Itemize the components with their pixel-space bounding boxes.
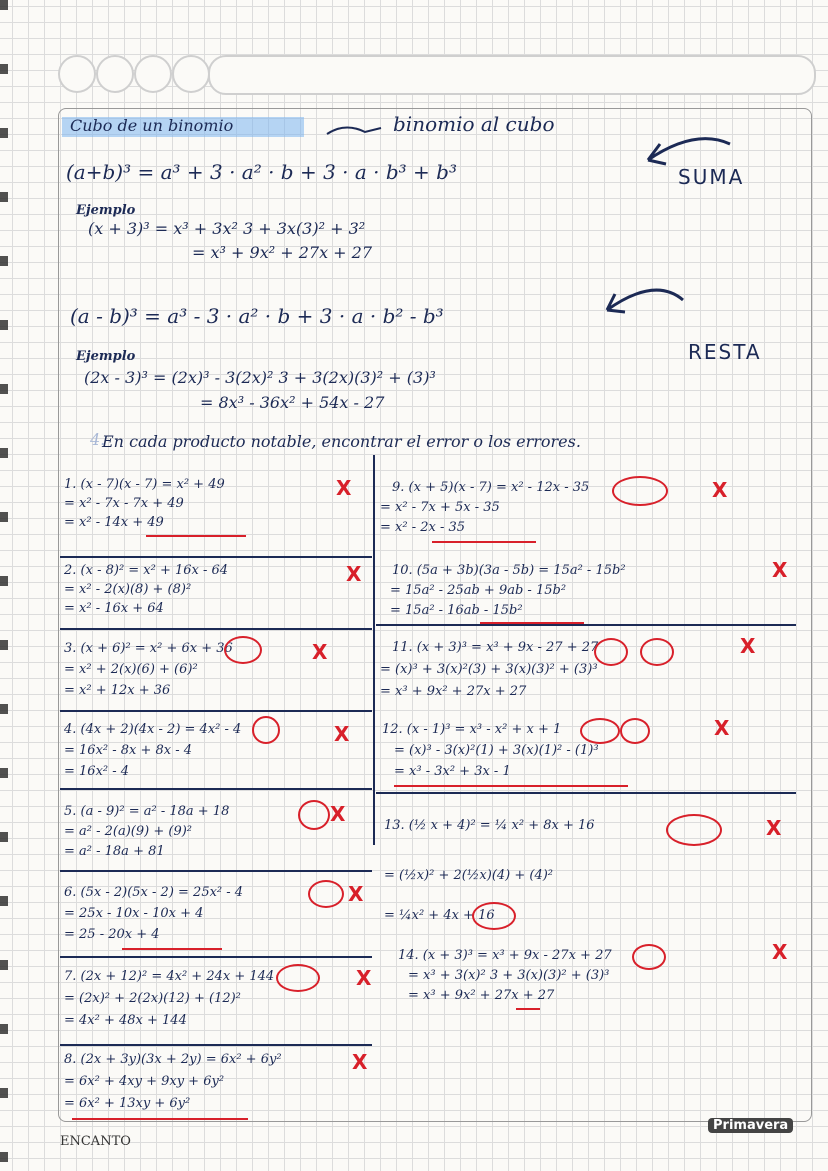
problem-14-line3: = x³ + 9x² + 27x + 27: [408, 988, 555, 1003]
error-circle: [252, 716, 280, 744]
error-circle: [472, 902, 516, 930]
error-circle: [298, 800, 330, 830]
problem-7-line3: = 4x² + 48x + 144: [64, 1013, 187, 1028]
problem-13-line2: = (½x)² + 2(½x)(4) + (4)²: [384, 868, 554, 883]
problem-10-line2: = 15a² - 25ab + 9ab - 15b²: [390, 583, 567, 598]
problem-12-line2: = (x)³ - 3(x)²(1) + 3(x)(1)² - (1)³: [394, 743, 599, 758]
error-mark: X: [348, 882, 364, 906]
separator: [60, 628, 372, 630]
brand-right: Primavera: [708, 1118, 793, 1133]
problem-8-line1: 8. (2x + 3y)(3x + 2y) = 6x² + 6y²: [64, 1052, 282, 1067]
brand-left: ENCANTO: [60, 1134, 131, 1149]
suma-example-line1: (x + 3)³ = x³ + 3x² 3 + 3x(3)² + 3²: [88, 219, 366, 238]
error-circle: [580, 718, 620, 744]
error-circle: [594, 638, 628, 666]
suma-example-label: Ejemplo: [76, 203, 136, 218]
problem-3-line1: 3. (x + 6)² = x² + 6x + 36: [64, 641, 233, 656]
error-mark: X: [714, 716, 730, 740]
separator: [60, 556, 372, 558]
problem-9-line2: = x² - 7x + 5x - 35: [380, 500, 500, 515]
problem-8-line2: = 6x² + 4xy + 9xy + 6y²: [64, 1074, 225, 1089]
problem-4-line3: = 16x² - 4: [64, 764, 130, 779]
answer-underline: [146, 535, 246, 537]
header-circle-3: [134, 55, 172, 93]
problem-2-line2: = x² - 2(x)(8) + (8)²: [64, 582, 192, 597]
problem-4-line2: = 16x² - 8x + 8x - 4: [64, 743, 193, 758]
suma-formula: (a+b)³ = a³ + 3 · a² · b + 3 · a · b³ + b³: [66, 160, 457, 184]
header-bar: [208, 55, 816, 95]
problem-9-line3: = x² - 2x - 35: [380, 520, 466, 535]
task-text: En cada producto notable, encontrar el error o los errores.: [102, 432, 581, 451]
binder-holes: [0, 0, 8, 1171]
error-mark: X: [352, 1050, 368, 1074]
task-number: 4.: [90, 430, 106, 449]
answer-underline: [432, 541, 536, 543]
error-mark: X: [772, 558, 788, 582]
header-circle-1: [58, 55, 96, 93]
error-mark: X: [312, 640, 328, 664]
error-mark: X: [346, 562, 362, 586]
problem-3-line3: = x² + 12x + 36: [64, 683, 171, 698]
error-mark: X: [712, 478, 728, 502]
error-circle: [666, 814, 722, 846]
problem-10-line1: 10. (5a + 3b)(3a - 5b) = 15a² - 15b²: [392, 563, 626, 578]
problem-6-line1: 6. (5x - 2)(5x - 2) = 25x² - 4: [64, 885, 244, 900]
resta-example-line1: (2x - 3)³ = (2x)³ - 3(2x)² 3 + 3(2x)(3)² + (3)³: [84, 368, 436, 387]
answer-underline: [480, 622, 584, 624]
separator: [376, 792, 796, 794]
problem-11-line2: = (x)³ + 3(x)²(3) + 3(x)(3)² + (3)³: [380, 662, 598, 677]
separator: [60, 870, 372, 872]
problem-10-line3: = 15a² - 16ab - 15b²: [390, 603, 523, 618]
problem-3-line2: = x² + 2(x)(6) + (6)²: [64, 662, 198, 677]
problem-11-line3: = x³ + 9x² + 27x + 27: [380, 684, 527, 699]
suma-label: SUMA: [678, 165, 745, 189]
answer-underline: [516, 1008, 540, 1010]
separator: [376, 624, 796, 626]
error-circle: [632, 944, 666, 970]
error-mark: X: [330, 802, 346, 826]
error-mark: X: [356, 966, 372, 990]
problem-12-line3: = x³ - 3x² + 3x - 1: [394, 764, 511, 779]
problem-5-line1: 5. (a - 9)² = a² - 18a + 18: [64, 804, 230, 819]
resta-example-label: Ejemplo: [76, 349, 136, 364]
separator: [60, 956, 372, 958]
problem-1-line1: 1. (x - 7)(x - 7) = x² + 49: [64, 477, 225, 492]
problem-8-line3: = 6x² + 13xy + 6y²: [64, 1096, 191, 1111]
resta-label: RESTA: [688, 340, 762, 364]
problem-12-line1: 12. (x - 1)³ = x³ - x² + x + 1: [382, 722, 562, 737]
separator: [60, 710, 372, 712]
error-circle: [224, 636, 262, 664]
problem-2-line3: = x² - 16x + 64: [64, 601, 164, 616]
blue-arrow-icon-2: [595, 280, 690, 325]
error-mark: X: [336, 476, 352, 500]
problem-7-line1: 7. (2x + 12)² = 4x² + 24x + 144: [64, 969, 275, 984]
error-mark: X: [766, 816, 782, 840]
problem-5-line3: = a² - 18a + 81: [64, 844, 165, 859]
column-divider: [373, 455, 375, 845]
problem-9-line1: 9. (x + 5)(x - 7) = x² - 12x - 35: [392, 480, 590, 495]
header-circle-4: [172, 55, 210, 93]
problem-13-line3: = ¼x² + 4x + 16: [384, 908, 495, 923]
error-mark: X: [772, 940, 788, 964]
problem-6-line3: = 25 - 20x + 4: [64, 927, 160, 942]
answer-underline: [72, 1118, 248, 1120]
resta-example-line2: = 8x³ - 36x² + 54x - 27: [200, 393, 385, 412]
problem-4-line1: 4. (4x + 2)(4x - 2) = 4x² - 4: [64, 722, 242, 737]
error-circle: [308, 880, 344, 908]
separator: [60, 788, 372, 790]
error-mark: X: [334, 722, 350, 746]
problem-6-line2: = 25x - 10x - 10x + 4: [64, 906, 204, 921]
problem-5-line2: = a² - 2(a)(9) + (9)²: [64, 824, 193, 839]
answer-underline: [122, 948, 222, 950]
problem-11-line1: 11. (x + 3)³ = x³ + 9x - 27 + 27: [392, 640, 599, 655]
error-circle: [276, 964, 320, 992]
problem-13-line1: 13. (½ x + 4)² = ¼ x² + 8x + 16: [384, 818, 595, 833]
problem-1-line3: = x² - 14x + 49: [64, 515, 164, 530]
error-circle: [640, 638, 674, 666]
error-circle: [612, 476, 668, 506]
header-circle-2: [96, 55, 134, 93]
resta-formula: (a - b)³ = a³ - 3 · a² · b + 3 · a · b² - b³: [70, 304, 444, 328]
problem-7-line2: = (2x)² + 2(2x)(12) + (12)²: [64, 991, 241, 1006]
problem-14-line2: = x³ + 3(x)² 3 + 3(x)(3)² + (3)³: [408, 968, 610, 983]
problem-14-line1: 14. (x + 3)³ = x³ + 9x - 27x + 27: [398, 948, 612, 963]
answer-underline: [394, 785, 628, 787]
suma-example-line2: = x³ + 9x² + 27x + 27: [192, 243, 373, 262]
problem-2-line1: 2. (x - 8)² = x² + 16x - 64: [64, 563, 229, 578]
arrow-icon: [325, 120, 385, 140]
separator: [60, 1044, 372, 1046]
error-mark: X: [740, 634, 756, 658]
page-title: Cubo de un binomio: [70, 116, 234, 135]
error-circle: [620, 718, 650, 744]
problem-1-line2: = x² - 7x - 7x + 49: [64, 496, 184, 511]
page-subtitle: binomio al cubo: [393, 112, 555, 136]
